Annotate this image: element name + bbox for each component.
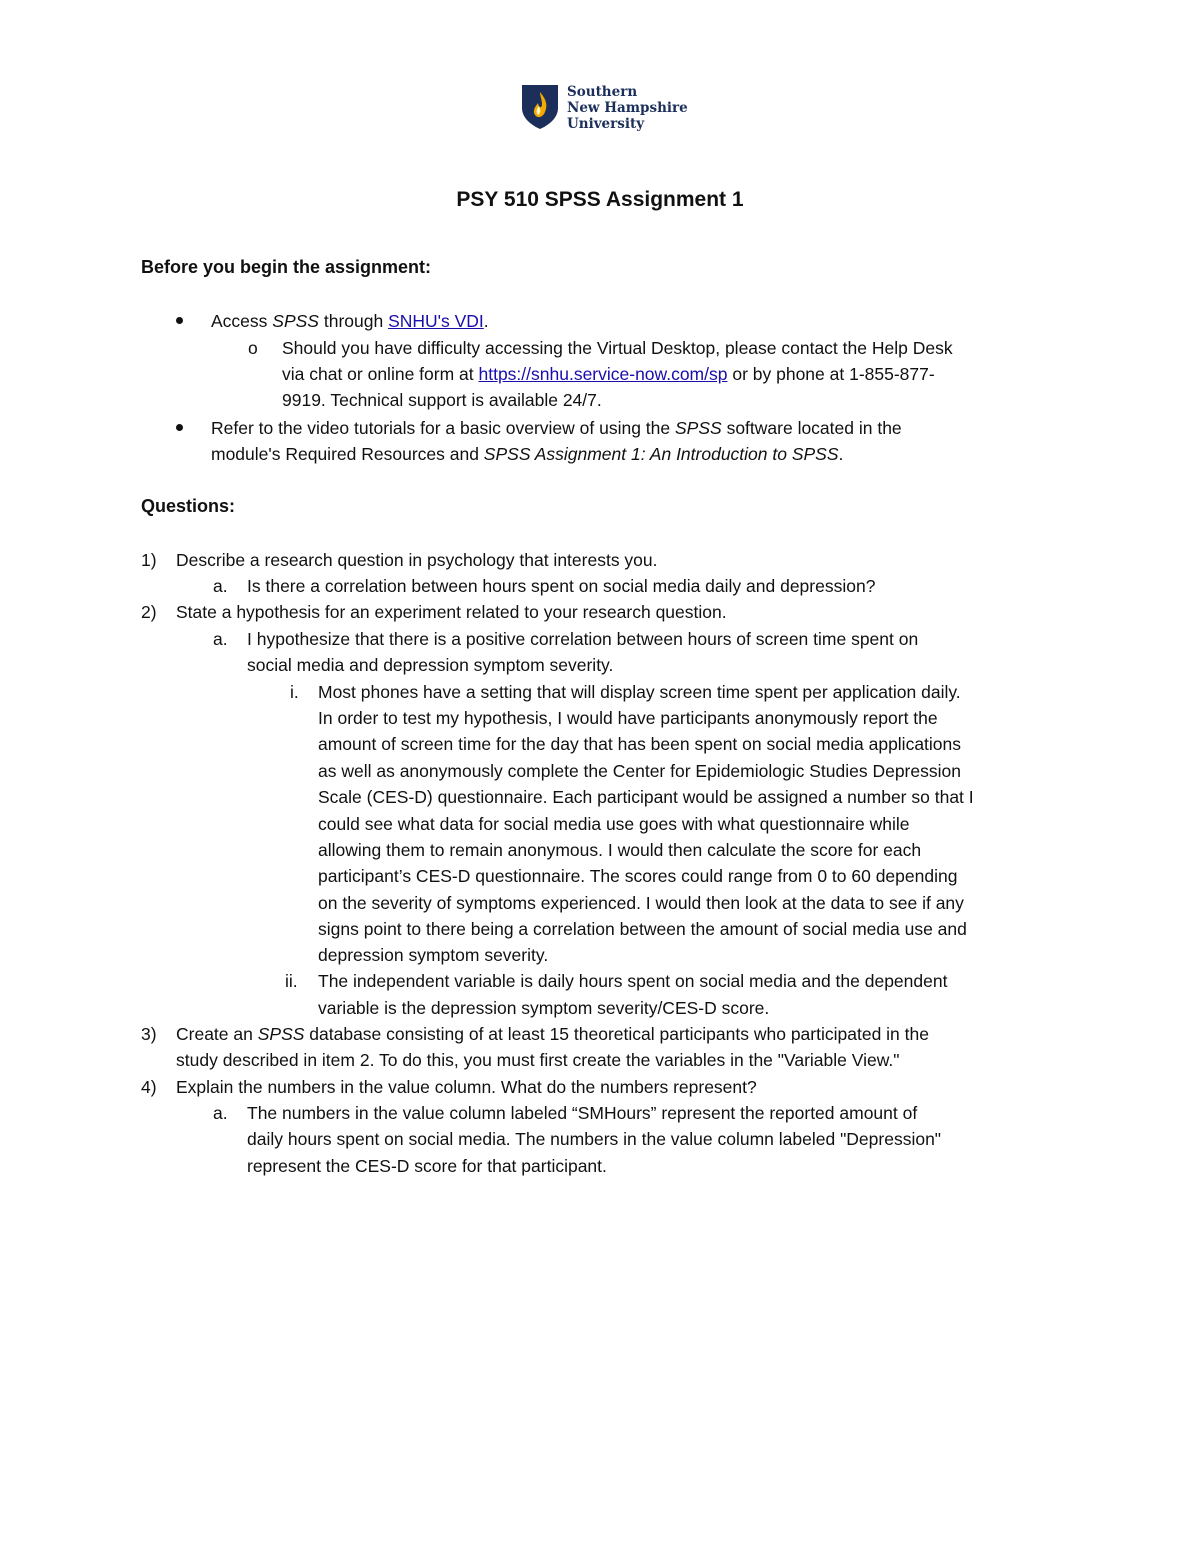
q2-i-line: In order to test my hypothesis, I would have participants anonymously report the bbox=[318, 708, 938, 728]
help-desk-line-1: Should you have difficulty accessing the Virtual Desktop, please contact the Help Desk bbox=[282, 338, 953, 358]
q2-i-line: on the severity of symptoms experienced. I would then look at the data to see if any bbox=[318, 893, 964, 913]
q2-i-line: as well as anonymously complete the Center for Epidemiologic Studies Depression bbox=[318, 761, 961, 781]
q4-a-line-2: daily hours spent on social media. The numbers in the value column labeled "Depression" bbox=[247, 1129, 942, 1149]
q4-a-line-3: represent the CES-D score for that participant. bbox=[247, 1156, 607, 1176]
q1-number: 1) bbox=[141, 550, 157, 570]
q2-i-line: amount of screen time for the day that has been spent on social media applications bbox=[318, 734, 962, 754]
q1-text: Describe a research question in psychology that interests you. bbox=[176, 550, 658, 570]
document-title: PSY 510 SPSS Assignment 1 bbox=[456, 188, 744, 211]
q3-line-2: study described in item 2. To do this, you must first create the variables in the "Variable View." bbox=[176, 1050, 900, 1070]
bullet-dot bbox=[176, 317, 183, 324]
help-desk-line-3: 9919. Technical support is available 24/7. bbox=[282, 390, 602, 410]
q4-number: 4) bbox=[141, 1077, 157, 1097]
bullet-video-line-2: module's Required Resources and SPSS Assignment 1: An Introduction to SPSS. bbox=[211, 444, 844, 464]
bullet-access-spss: Access SPSS through SNHU's VDI. bbox=[211, 311, 489, 331]
q4-text: Explain the numbers in the value column. What do the numbers represent? bbox=[176, 1077, 757, 1097]
q2-number: 2) bbox=[141, 602, 157, 622]
help-desk-line-2: via chat or online form at https://snhu.service-now.com/sp or by phone at 1-855-877- bbox=[282, 364, 935, 384]
snhu-logo bbox=[521, 84, 701, 134]
q2-a-marker: a. bbox=[213, 629, 228, 649]
q3-line-1: Create an SPSS database consisting of at least 15 theoretical participants who participated in the bbox=[176, 1024, 929, 1044]
q2-i-line: depression symptom severity. bbox=[318, 945, 549, 965]
questions-heading: Questions: bbox=[141, 496, 236, 516]
q3-number: 3) bbox=[141, 1024, 157, 1044]
q2-ii-line-1: The independent variable is daily hours spent on social media and the dependent bbox=[318, 971, 948, 991]
snhu-shield-icon bbox=[521, 84, 559, 130]
q2-i-marker: i. bbox=[290, 682, 299, 702]
sub-bullet-marker: o bbox=[248, 338, 258, 358]
before-heading: Before you begin the assignment: bbox=[141, 257, 432, 277]
q4-a-marker: a. bbox=[213, 1103, 228, 1123]
q2-ii-marker: ii. bbox=[285, 971, 298, 991]
q2-ii-line-2: variable is the depression symptom severity/CES-D score. bbox=[318, 998, 770, 1018]
q2-i-line: signs point to there being a correlation between the amount of social media use and bbox=[318, 919, 967, 939]
q2-text: State a hypothesis for an experiment related to your research question. bbox=[176, 602, 727, 622]
q2-i-line: Most phones have a setting that will display screen time spent per application daily. bbox=[318, 682, 961, 702]
q2-i-line: participant’s CES-D questionnaire. The scores could range from 0 to 60 depending bbox=[318, 866, 958, 886]
q2-i-line: allowing them to remain anonymous. I would then calculate the score for each bbox=[318, 840, 922, 860]
bullet-dot bbox=[176, 424, 183, 431]
q2-a-line-1: I hypothesize that there is a positive correlation between hours of screen time spent on bbox=[247, 629, 919, 649]
bullet-video-line-1: Refer to the video tutorials for a basic overview of using the SPSS software located in the bbox=[211, 418, 902, 438]
q1-a-marker: a. bbox=[213, 576, 228, 596]
logo-line-2: New Hampshire bbox=[567, 100, 688, 116]
q2-i-line: could see what data for social media use goes with what questionnaire while bbox=[318, 814, 910, 834]
snhu-vdi-link[interactable]: SNHU's VDI bbox=[388, 311, 484, 331]
q1-a-text: Is there a correlation between hours spent on social media daily and depression? bbox=[247, 576, 876, 596]
university-name bbox=[567, 84, 688, 132]
q2-i-line: Scale (CES-D) questionnaire. Each participant would be assigned a number so that I bbox=[318, 787, 974, 807]
logo-line-1: Southern bbox=[567, 84, 638, 100]
q2-a-line-2: social media and depression symptom severity. bbox=[247, 655, 614, 675]
q4-a-line-1: The numbers in the value column labeled “SMHours” represent the reported amount of bbox=[247, 1103, 918, 1123]
service-now-link[interactable]: https://snhu.service-now.com/sp bbox=[478, 364, 728, 384]
logo-line-3: University bbox=[567, 116, 645, 132]
